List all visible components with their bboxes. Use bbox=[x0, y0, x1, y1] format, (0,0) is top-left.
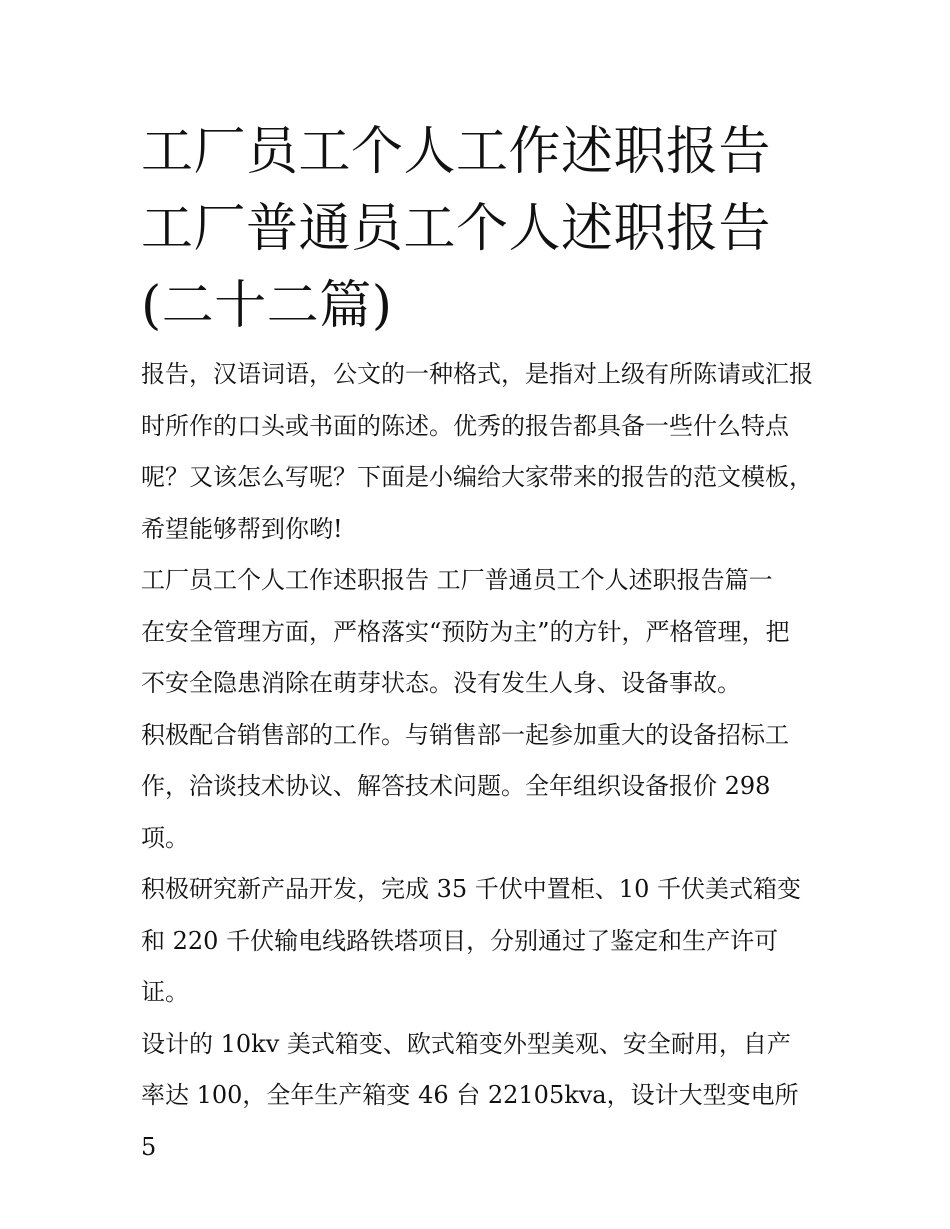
document-content bbox=[141, 114, 813, 1161]
paragraph-intro: 报告，汉语词语，公文的一种格式，是指对上级有所陈请或汇报时所作的口头或书面的陈述。优秀的报告都具备一些什么特点呢？又该怎么写呢？下面是小编给大家带来的报告的范文模板，希望能够帮到你哟! bbox=[141, 360, 813, 543]
paragraph-section-heading: 工厂员工个人工作述职报告 工厂普通员工个人述职报告篇一 bbox=[141, 566, 773, 594]
paragraph-design: 设计的 10kv 美式箱变、欧式箱变外型美观、安全耐用，自产率达 100，全年生产箱变 46 台 22105kva，设计大型变电所 5 bbox=[141, 1029, 799, 1161]
paragraph-sales: 积极配合销售部的工作。与销售部一起参加重大的设备招标工作，洽谈技术协议、解答技术问题。全年组织设备报价 298 项。 bbox=[141, 720, 789, 852]
document-body bbox=[141, 349, 813, 1173]
paragraph-safety: 在安全管理方面，严格落实“预防为主”的方针，严格管理，把不安全隐患消除在萌芽状态。没有发生人身、设备事故。 bbox=[141, 617, 790, 697]
paragraph-product-development: 积极研究新产品开发，完成 35 千伏中置柜、10 千伏美式箱变和 220 千伏输电线路铁塔项目，分别通过了鉴定和生产许可证。 bbox=[141, 875, 801, 1006]
document-title: 工厂员工个人工作述职报告 工厂普通员工个人述职报告(二十二篇) bbox=[141, 122, 772, 336]
